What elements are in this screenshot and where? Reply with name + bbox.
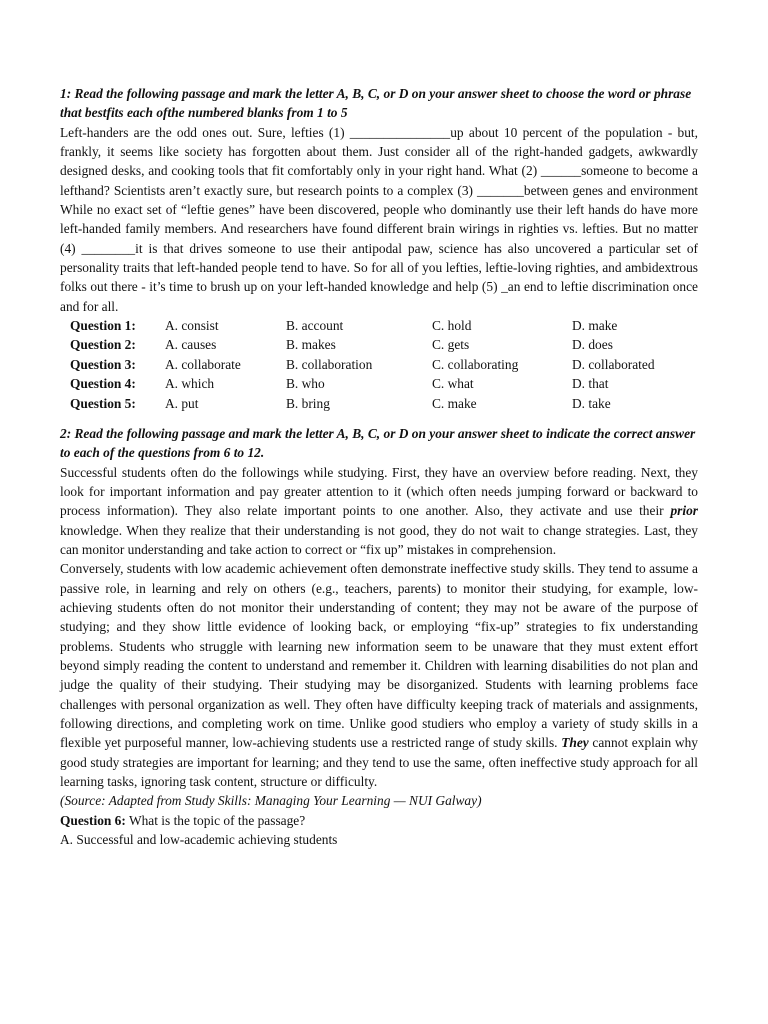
question-label: Question 3: <box>70 356 136 372</box>
section-1-passage: Left-handers are the odd ones out. Sure, lefties (1) _______________up about 10 percent of the population - but, frankly, it seems like society has forgotten about them. Just consider all of the right-handed gadgets, awkwardly designed desks, and cooking tools that fit comfortably only in your right hand. What (2) ______someone to become a lefthand? Scientists aren’t exactly sure, but research points to a complex (3) _______between genes and environment While no exact set of “leftie genes” have been discovered, people who dominantly use their left hands do have more left-handed family members. And researchers have found different brain wirings in righties vs. lefties. But no matter (4) ________it is that drives someone to use their antipodal paw, science has also uncovered a particular set of personality traits that left-handed people tend to have. So for all of you lefties, leftie-loving righties, and ambidextrous folks out there - it’s time to brush up on your left-handed knowledge and help (5) _an end to leftie discrimination once and for all. <box>60 124 698 314</box>
option-b[interactable]: B. bring <box>286 395 330 411</box>
emphasized-word: They <box>561 735 589 751</box>
option-a[interactable]: A. collaborate <box>165 356 241 372</box>
section-divider-space <box>60 413 698 424</box>
option-c[interactable]: C. hold <box>432 318 472 334</box>
question-row <box>60 335 698 354</box>
option-c[interactable]: C. what <box>432 376 474 392</box>
question-label: Question 6: <box>60 812 126 828</box>
option-d[interactable]: D. collaborated <box>572 356 655 372</box>
option-d[interactable]: D. that <box>572 376 609 392</box>
option-c[interactable]: C. collaborating <box>432 356 519 372</box>
option-b[interactable]: B. who <box>286 376 325 392</box>
option-a[interactable]: A. put <box>165 395 199 411</box>
option-c[interactable]: C. make <box>432 395 477 411</box>
document-page <box>60 84 698 849</box>
option-b[interactable]: B. collaboration <box>286 356 373 372</box>
section-2-paragraph-2 <box>60 559 698 791</box>
question-row <box>60 316 698 335</box>
question-list-1-5 <box>60 316 698 413</box>
paragraph-text: knowledge. When they realize that their understanding is not good, they do not wait to change strategies. Last, they can monitor understanding and take action to correct or “fix up” mistakes in comprehension. <box>60 522 698 557</box>
option-a[interactable]: A. causes <box>165 337 217 353</box>
question-row <box>60 374 698 393</box>
option-a[interactable]: A. which <box>165 376 215 392</box>
question-text: What is the topic of the passage? <box>125 812 306 828</box>
option-b[interactable]: B. makes <box>286 337 336 353</box>
question-label: Question 5: <box>70 395 136 411</box>
option-a[interactable]: A. consist <box>165 318 219 334</box>
paragraph-text: Conversely, students with low academic achievement often demonstrate ineffective study skills. They tend to assume a passive role, in learning and rely on others (e.g., teachers, parents) to monitor their studying, for example, low-achieving students often do not monitor their understanding of content; they may not be aware of the purpose of studying; and they show little evidence of looking back, or employing “fix-up” strategies to fix understanding problems. Students who struggle with learning new information seem to be unaware that they must extent effort beyond simply reading the content to understand and remember it. Children with learning disabilities do not plan and judge the quality of their studying. Their studying may be disorganized. Students with learning problems face challenges with personal organization as well. They often have difficulty keeping track of materials and assignments, following directions, and completing work on time. Unlike good studiers who employ a variety of study skills in a flexible yet purposeful manner, low-achieving students use a restricted range of study skills. <box>60 561 698 751</box>
question-6 <box>60 811 698 830</box>
question-6-option-a[interactable]: A. Successful and low-academic achieving students <box>60 832 338 848</box>
section-2-heading: 2: Read the following passage and mark the letter A, B, C, or D on your answer sheet to indicate the correct answer to each of the questions from 6 to 12. <box>60 425 696 461</box>
option-c[interactable]: C. gets <box>432 337 470 353</box>
option-d[interactable]: D. does <box>572 337 613 353</box>
question-row <box>60 355 698 374</box>
question-label: Question 1: <box>70 318 136 334</box>
option-b[interactable]: B. account <box>286 318 344 334</box>
emphasized-word: prior <box>670 503 698 519</box>
source-citation: (Source: Adapted from Study Skills: Managing Your Learning — NUI Galway) <box>60 793 482 809</box>
paragraph-text: cannot explain why good study strategies are important for learning; and they tend to use the same, often ineffective study approach for all learning tasks, ignoring task content, structure or difficulty. <box>60 735 698 790</box>
question-label: Question 2: <box>70 337 136 353</box>
section-2-paragraph-1 <box>60 463 698 560</box>
section-1-heading: 1: Read the following passage and mark the letter A, B, C, or D on your answer sheet to choose the word or phrase that bestfits each ofthe numbered blanks from 1 to 5 <box>60 86 692 121</box>
paragraph-text: Successful students often do the followings while studying. First, they have an overview before reading. Next, they look for important information and pay greater attention to it (which often needs jumping forward or backward to process information). They also relate important points to one another. Also, they activate and use their <box>60 464 698 519</box>
question-label: Question 4: <box>70 376 136 392</box>
option-d[interactable]: D. take <box>572 395 611 411</box>
option-d[interactable]: D. make <box>572 318 618 334</box>
question-row <box>60 394 698 413</box>
